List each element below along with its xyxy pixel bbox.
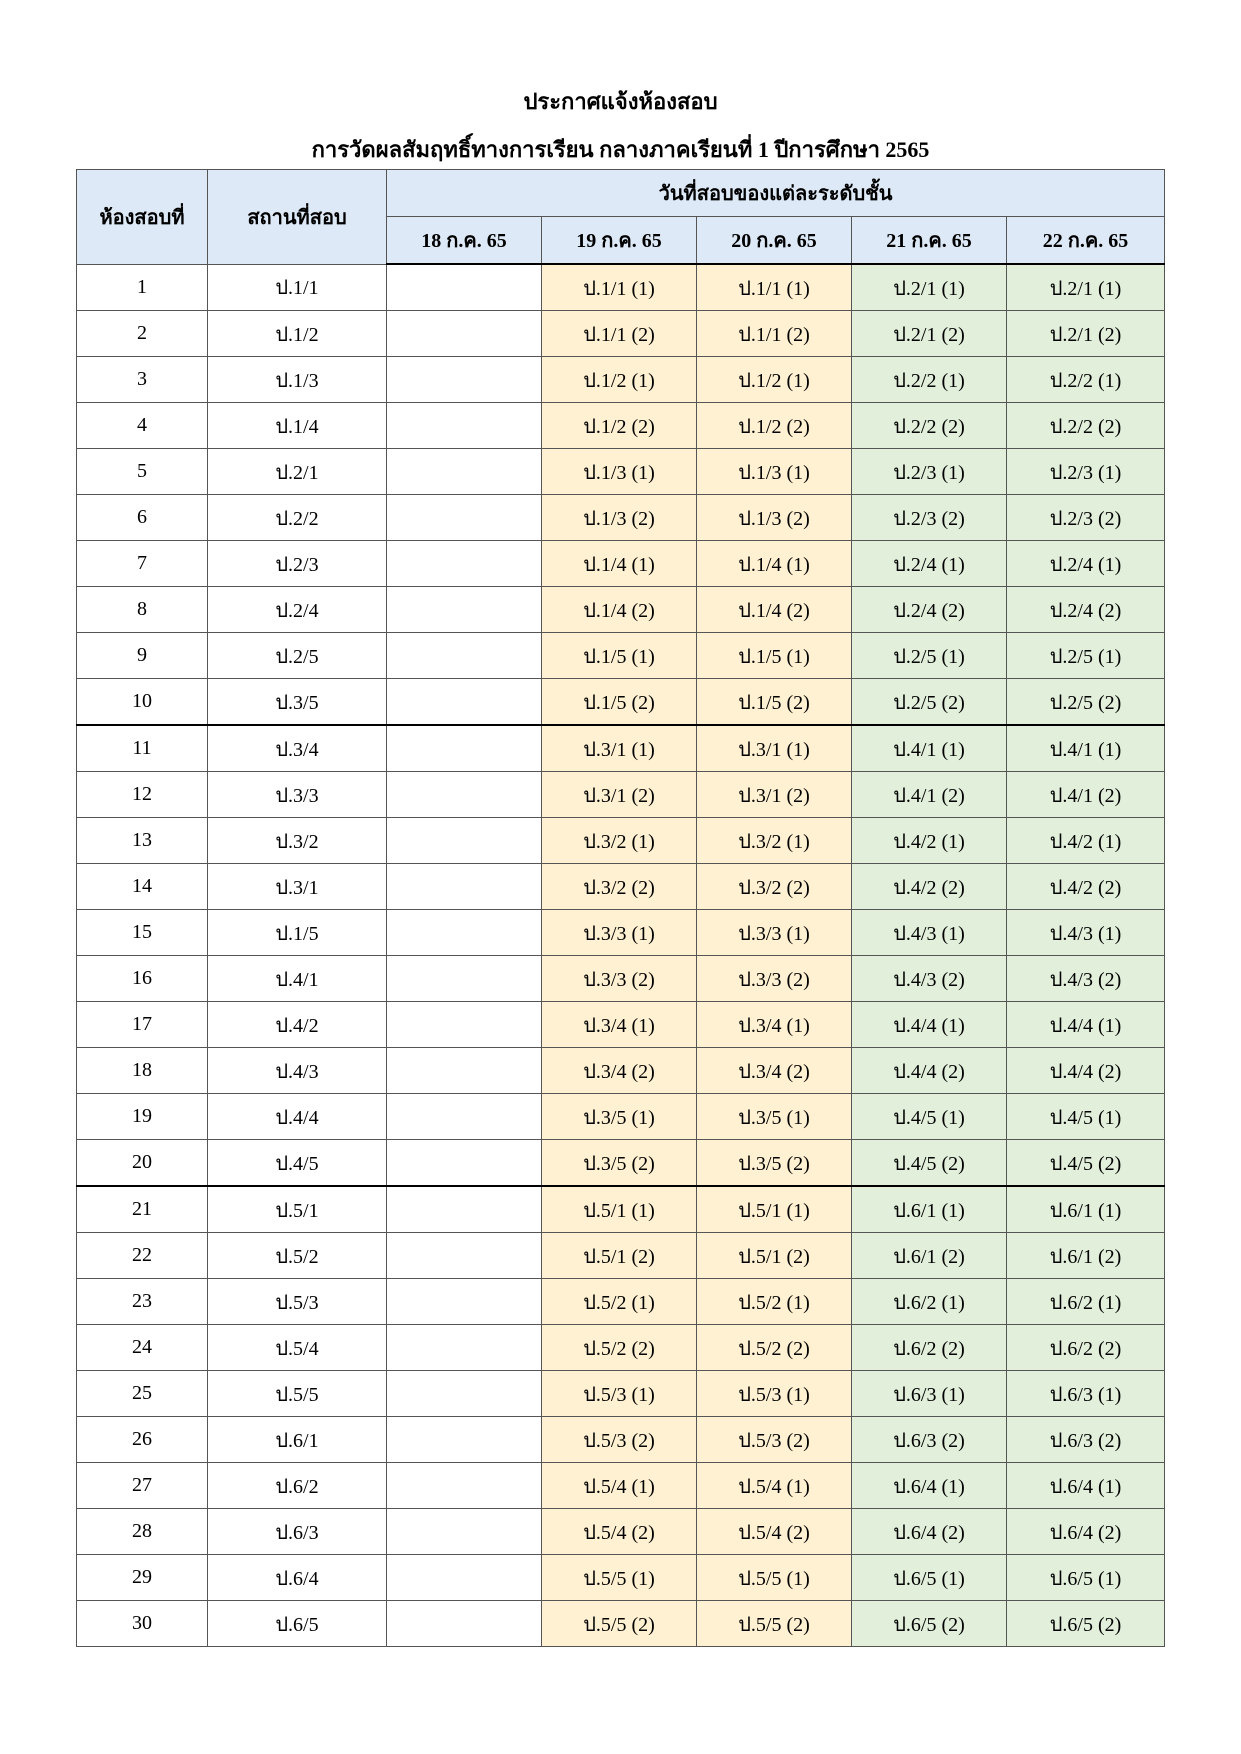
- cell-d22: ป.2/4 (1): [1007, 541, 1165, 587]
- cell-d18: [387, 311, 542, 357]
- header-location: สถานที่สอบ: [208, 170, 387, 265]
- table-row: [77, 1279, 1165, 1325]
- header-date: 21 ก.ค. 65: [852, 217, 1007, 265]
- cell-d22: ป.4/4 (2): [1007, 1048, 1165, 1094]
- cell-d19: ป.1/5 (2): [542, 679, 697, 726]
- cell-d20: ป.3/5 (2): [697, 1140, 852, 1187]
- cell-room: 6: [77, 495, 208, 541]
- cell-d22: ป.6/5 (2): [1007, 1601, 1165, 1647]
- cell-location: ป.1/3: [208, 357, 387, 403]
- cell-d21: ป.4/1 (1): [852, 725, 1007, 772]
- cell-room: 14: [77, 864, 208, 910]
- cell-d19: ป.5/4 (2): [542, 1509, 697, 1555]
- cell-d22: ป.2/2 (1): [1007, 357, 1165, 403]
- table-row: [77, 1371, 1165, 1417]
- cell-d19: ป.1/4 (1): [542, 541, 697, 587]
- cell-d18: [387, 1371, 542, 1417]
- cell-d22: ป.6/4 (1): [1007, 1463, 1165, 1509]
- cell-d19: ป.5/1 (2): [542, 1233, 697, 1279]
- cell-d19: ป.1/3 (2): [542, 495, 697, 541]
- cell-d21: ป.2/5 (1): [852, 633, 1007, 679]
- table-row: [77, 1509, 1165, 1555]
- cell-room: 23: [77, 1279, 208, 1325]
- cell-d22: ป.4/3 (1): [1007, 910, 1165, 956]
- cell-d21: ป.4/3 (2): [852, 956, 1007, 1002]
- cell-d19: ป.1/4 (2): [542, 587, 697, 633]
- cell-location: ป.5/2: [208, 1233, 387, 1279]
- cell-d20: ป.3/5 (1): [697, 1094, 852, 1140]
- table-row: [77, 403, 1165, 449]
- cell-d18: [387, 264, 542, 311]
- cell-d22: ป.6/4 (2): [1007, 1509, 1165, 1555]
- cell-d21: ป.6/4 (2): [852, 1509, 1007, 1555]
- cell-d18: [387, 818, 542, 864]
- table-row: [77, 1048, 1165, 1094]
- cell-room: 17: [77, 1002, 208, 1048]
- cell-location: ป.3/2: [208, 818, 387, 864]
- cell-d21: ป.6/5 (1): [852, 1555, 1007, 1601]
- cell-room: 21: [77, 1186, 208, 1233]
- table-row: [77, 956, 1165, 1002]
- cell-d21: ป.4/1 (2): [852, 772, 1007, 818]
- cell-d22: ป.2/5 (1): [1007, 633, 1165, 679]
- cell-location: ป.5/3: [208, 1279, 387, 1325]
- cell-d22: ป.6/1 (1): [1007, 1186, 1165, 1233]
- cell-d21: ป.6/4 (1): [852, 1463, 1007, 1509]
- cell-d19: ป.3/4 (1): [542, 1002, 697, 1048]
- cell-d20: ป.5/1 (1): [697, 1186, 852, 1233]
- cell-d22: ป.2/5 (2): [1007, 679, 1165, 726]
- cell-d18: [387, 1002, 542, 1048]
- cell-d20: ป.5/3 (2): [697, 1417, 852, 1463]
- cell-room: 19: [77, 1094, 208, 1140]
- cell-d21: ป.6/5 (2): [852, 1601, 1007, 1647]
- header-date: 19 ก.ค. 65: [542, 217, 697, 265]
- cell-d20: ป.3/1 (1): [697, 725, 852, 772]
- cell-d18: [387, 1325, 542, 1371]
- cell-d22: ป.2/1 (1): [1007, 264, 1165, 311]
- cell-d20: ป.3/3 (1): [697, 910, 852, 956]
- cell-d19: ป.3/3 (1): [542, 910, 697, 956]
- cell-d20: ป.1/1 (2): [697, 311, 852, 357]
- cell-room: 11: [77, 725, 208, 772]
- cell-d21: ป.4/5 (1): [852, 1094, 1007, 1140]
- cell-d18: [387, 1186, 542, 1233]
- cell-d19: ป.5/1 (1): [542, 1186, 697, 1233]
- cell-d22: ป.2/2 (2): [1007, 403, 1165, 449]
- header-date: 22 ก.ค. 65: [1007, 217, 1165, 265]
- cell-d20: ป.5/5 (2): [697, 1601, 852, 1647]
- table-row: [77, 541, 1165, 587]
- cell-d20: ป.5/4 (2): [697, 1509, 852, 1555]
- cell-d19: ป.5/3 (2): [542, 1417, 697, 1463]
- cell-d18: [387, 1094, 542, 1140]
- cell-d18: [387, 1233, 542, 1279]
- cell-d19: ป.5/2 (2): [542, 1325, 697, 1371]
- cell-d18: [387, 1417, 542, 1463]
- cell-d18: [387, 357, 542, 403]
- cell-d20: ป.5/4 (1): [697, 1463, 852, 1509]
- table-row: [77, 633, 1165, 679]
- cell-d22: ป.2/3 (1): [1007, 449, 1165, 495]
- cell-d21: ป.6/1 (2): [852, 1233, 1007, 1279]
- cell-room: 26: [77, 1417, 208, 1463]
- cell-location: ป.5/4: [208, 1325, 387, 1371]
- cell-location: ป.4/3: [208, 1048, 387, 1094]
- header-room: ห้องสอบที่: [77, 170, 208, 265]
- cell-d18: [387, 449, 542, 495]
- cell-d21: ป.6/1 (1): [852, 1186, 1007, 1233]
- cell-location: ป.3/4: [208, 725, 387, 772]
- cell-d20: ป.1/3 (2): [697, 495, 852, 541]
- cell-d20: ป.1/2 (1): [697, 357, 852, 403]
- table-row: [77, 1601, 1165, 1647]
- cell-d18: [387, 864, 542, 910]
- cell-d21: ป.2/1 (1): [852, 264, 1007, 311]
- cell-location: ป.5/1: [208, 1186, 387, 1233]
- cell-d21: ป.4/4 (2): [852, 1048, 1007, 1094]
- cell-room: 29: [77, 1555, 208, 1601]
- cell-location: ป.5/5: [208, 1371, 387, 1417]
- cell-location: ป.3/5: [208, 679, 387, 726]
- table-row: [77, 725, 1165, 772]
- table-row: [77, 449, 1165, 495]
- cell-d19: ป.1/2 (2): [542, 403, 697, 449]
- table-row: [77, 587, 1165, 633]
- cell-d21: ป.2/2 (1): [852, 357, 1007, 403]
- cell-d18: [387, 679, 542, 726]
- cell-location: ป.6/5: [208, 1601, 387, 1647]
- cell-room: 5: [77, 449, 208, 495]
- cell-room: 9: [77, 633, 208, 679]
- cell-room: 3: [77, 357, 208, 403]
- cell-d18: [387, 587, 542, 633]
- cell-d22: ป.4/1 (1): [1007, 725, 1165, 772]
- cell-location: ป.4/5: [208, 1140, 387, 1187]
- cell-d21: ป.2/4 (1): [852, 541, 1007, 587]
- announcement-subtitle: การวัดผลสัมฤทธิ์ทางการเรียน กลางภาคเรียนที่ 1 ปีการศึกษา 2565: [311, 137, 930, 162]
- cell-d19: ป.1/2 (1): [542, 357, 697, 403]
- cell-d20: ป.1/4 (1): [697, 541, 852, 587]
- cell-d18: [387, 1048, 542, 1094]
- cell-location: ป.2/5: [208, 633, 387, 679]
- cell-d21: ป.4/2 (2): [852, 864, 1007, 910]
- cell-d19: ป.5/2 (1): [542, 1279, 697, 1325]
- cell-d20: ป.1/5 (1): [697, 633, 852, 679]
- cell-location: ป.1/1: [208, 264, 387, 311]
- table-row: [77, 1140, 1165, 1187]
- exam-room-table: [76, 169, 1165, 1647]
- cell-d22: ป.2/1 (2): [1007, 311, 1165, 357]
- cell-d19: ป.3/2 (1): [542, 818, 697, 864]
- cell-d22: ป.4/2 (2): [1007, 864, 1165, 910]
- cell-room: 24: [77, 1325, 208, 1371]
- cell-d21: ป.2/3 (1): [852, 449, 1007, 495]
- announcement-title: ประกาศแจ้งห้องสอบ: [523, 89, 718, 114]
- cell-location: ป.2/4: [208, 587, 387, 633]
- cell-d21: ป.6/3 (2): [852, 1417, 1007, 1463]
- table-row: [77, 1555, 1165, 1601]
- cell-d20: ป.1/4 (2): [697, 587, 852, 633]
- cell-room: 25: [77, 1371, 208, 1417]
- cell-d21: ป.6/2 (1): [852, 1279, 1007, 1325]
- cell-room: 16: [77, 956, 208, 1002]
- cell-d19: ป.3/2 (2): [542, 864, 697, 910]
- cell-d18: [387, 403, 542, 449]
- cell-d21: ป.6/2 (2): [852, 1325, 1007, 1371]
- cell-d22: ป.4/3 (2): [1007, 956, 1165, 1002]
- cell-d18: [387, 495, 542, 541]
- cell-d22: ป.4/2 (1): [1007, 818, 1165, 864]
- header-date: 20 ก.ค. 65: [697, 217, 852, 265]
- cell-d20: ป.1/2 (2): [697, 403, 852, 449]
- cell-room: 13: [77, 818, 208, 864]
- cell-d21: ป.4/3 (1): [852, 910, 1007, 956]
- header-date: 18 ก.ค. 65: [387, 217, 542, 265]
- cell-room: 4: [77, 403, 208, 449]
- cell-d22: ป.6/2 (2): [1007, 1325, 1165, 1371]
- cell-d19: ป.1/5 (1): [542, 633, 697, 679]
- table-body: [77, 264, 1165, 1647]
- header-dates-group: วันที่สอบของแต่ละระดับชั้น: [387, 170, 1165, 217]
- cell-room: 2: [77, 311, 208, 357]
- table-row: [77, 495, 1165, 541]
- cell-location: ป.3/3: [208, 772, 387, 818]
- table-row: [77, 357, 1165, 403]
- cell-room: 28: [77, 1509, 208, 1555]
- cell-d18: [387, 1555, 542, 1601]
- cell-d18: [387, 910, 542, 956]
- cell-d21: ป.4/2 (1): [852, 818, 1007, 864]
- cell-location: ป.6/2: [208, 1463, 387, 1509]
- cell-d22: ป.4/5 (2): [1007, 1140, 1165, 1187]
- cell-location: ป.4/2: [208, 1002, 387, 1048]
- cell-d22: ป.4/1 (2): [1007, 772, 1165, 818]
- table-row: [77, 1094, 1165, 1140]
- cell-d18: [387, 1279, 542, 1325]
- cell-d21: ป.2/5 (2): [852, 679, 1007, 726]
- cell-d18: [387, 633, 542, 679]
- cell-room: 10: [77, 679, 208, 726]
- cell-room: 15: [77, 910, 208, 956]
- table-row: [77, 864, 1165, 910]
- cell-room: 12: [77, 772, 208, 818]
- cell-d19: ป.1/1 (2): [542, 311, 697, 357]
- cell-d19: ป.1/1 (1): [542, 264, 697, 311]
- cell-d18: [387, 1140, 542, 1187]
- table-row: [77, 1186, 1165, 1233]
- cell-d18: [387, 1601, 542, 1647]
- cell-d20: ป.3/4 (1): [697, 1002, 852, 1048]
- cell-d22: ป.6/3 (2): [1007, 1417, 1165, 1463]
- cell-room: 8: [77, 587, 208, 633]
- cell-d20: ป.5/2 (1): [697, 1279, 852, 1325]
- cell-room: 27: [77, 1463, 208, 1509]
- cell-d22: ป.6/1 (2): [1007, 1233, 1165, 1279]
- cell-d22: ป.6/5 (1): [1007, 1555, 1165, 1601]
- cell-d18: [387, 772, 542, 818]
- cell-location: ป.6/3: [208, 1509, 387, 1555]
- cell-d20: ป.1/5 (2): [697, 679, 852, 726]
- table-row: [77, 1463, 1165, 1509]
- cell-d22: ป.4/5 (1): [1007, 1094, 1165, 1140]
- cell-room: 18: [77, 1048, 208, 1094]
- cell-room: 22: [77, 1233, 208, 1279]
- cell-d18: [387, 956, 542, 1002]
- cell-d18: [387, 725, 542, 772]
- cell-d19: ป.3/1 (2): [542, 772, 697, 818]
- cell-d20: ป.5/5 (1): [697, 1555, 852, 1601]
- cell-d19: ป.3/3 (2): [542, 956, 697, 1002]
- cell-d19: ป.1/3 (1): [542, 449, 697, 495]
- cell-d20: ป.3/2 (2): [697, 864, 852, 910]
- cell-d20: ป.3/1 (2): [697, 772, 852, 818]
- cell-d21: ป.4/4 (1): [852, 1002, 1007, 1048]
- table-row: [77, 1325, 1165, 1371]
- cell-location: ป.6/1: [208, 1417, 387, 1463]
- cell-d19: ป.3/4 (2): [542, 1048, 697, 1094]
- cell-location: ป.4/1: [208, 956, 387, 1002]
- cell-d18: [387, 1509, 542, 1555]
- cell-d22: ป.6/3 (1): [1007, 1371, 1165, 1417]
- cell-d20: ป.5/2 (2): [697, 1325, 852, 1371]
- cell-d19: ป.3/1 (1): [542, 725, 697, 772]
- cell-d20: ป.3/2 (1): [697, 818, 852, 864]
- cell-room: 20: [77, 1140, 208, 1187]
- cell-location: ป.4/4: [208, 1094, 387, 1140]
- table-row: [77, 311, 1165, 357]
- cell-d18: [387, 541, 542, 587]
- cell-room: 1: [77, 264, 208, 311]
- cell-location: ป.2/1: [208, 449, 387, 495]
- cell-d18: [387, 1463, 542, 1509]
- cell-room: 30: [77, 1601, 208, 1647]
- cell-location: ป.1/4: [208, 403, 387, 449]
- cell-d21: ป.2/2 (2): [852, 403, 1007, 449]
- cell-d21: ป.2/3 (2): [852, 495, 1007, 541]
- cell-d20: ป.5/3 (1): [697, 1371, 852, 1417]
- cell-d21: ป.4/5 (2): [852, 1140, 1007, 1187]
- cell-d21: ป.2/1 (2): [852, 311, 1007, 357]
- table-row: [77, 1417, 1165, 1463]
- cell-d22: ป.6/2 (1): [1007, 1279, 1165, 1325]
- cell-d20: ป.3/3 (2): [697, 956, 852, 1002]
- cell-location: ป.6/4: [208, 1555, 387, 1601]
- table-row: [77, 818, 1165, 864]
- cell-location: ป.1/2: [208, 311, 387, 357]
- cell-d21: ป.6/3 (1): [852, 1371, 1007, 1417]
- cell-d20: ป.1/3 (1): [697, 449, 852, 495]
- cell-d20: ป.5/1 (2): [697, 1233, 852, 1279]
- cell-d20: ป.3/4 (2): [697, 1048, 852, 1094]
- table-row: [77, 679, 1165, 726]
- table-row: [77, 1002, 1165, 1048]
- cell-location: ป.2/3: [208, 541, 387, 587]
- cell-location: ป.3/1: [208, 864, 387, 910]
- cell-d19: ป.5/5 (2): [542, 1601, 697, 1647]
- cell-d22: ป.2/4 (2): [1007, 587, 1165, 633]
- cell-d19: ป.3/5 (2): [542, 1140, 697, 1187]
- table-row: [77, 910, 1165, 956]
- cell-d20: ป.1/1 (1): [697, 264, 852, 311]
- cell-d22: ป.2/3 (2): [1007, 495, 1165, 541]
- cell-location: ป.2/2: [208, 495, 387, 541]
- cell-d21: ป.2/4 (2): [852, 587, 1007, 633]
- table-row: [77, 1233, 1165, 1279]
- cell-d22: ป.4/4 (1): [1007, 1002, 1165, 1048]
- cell-d19: ป.5/4 (1): [542, 1463, 697, 1509]
- cell-d19: ป.5/5 (1): [542, 1555, 697, 1601]
- cell-d19: ป.5/3 (1): [542, 1371, 697, 1417]
- cell-location: ป.1/5: [208, 910, 387, 956]
- cell-room: 7: [77, 541, 208, 587]
- table-row: [77, 264, 1165, 311]
- table-row: [77, 772, 1165, 818]
- cell-d19: ป.3/5 (1): [542, 1094, 697, 1140]
